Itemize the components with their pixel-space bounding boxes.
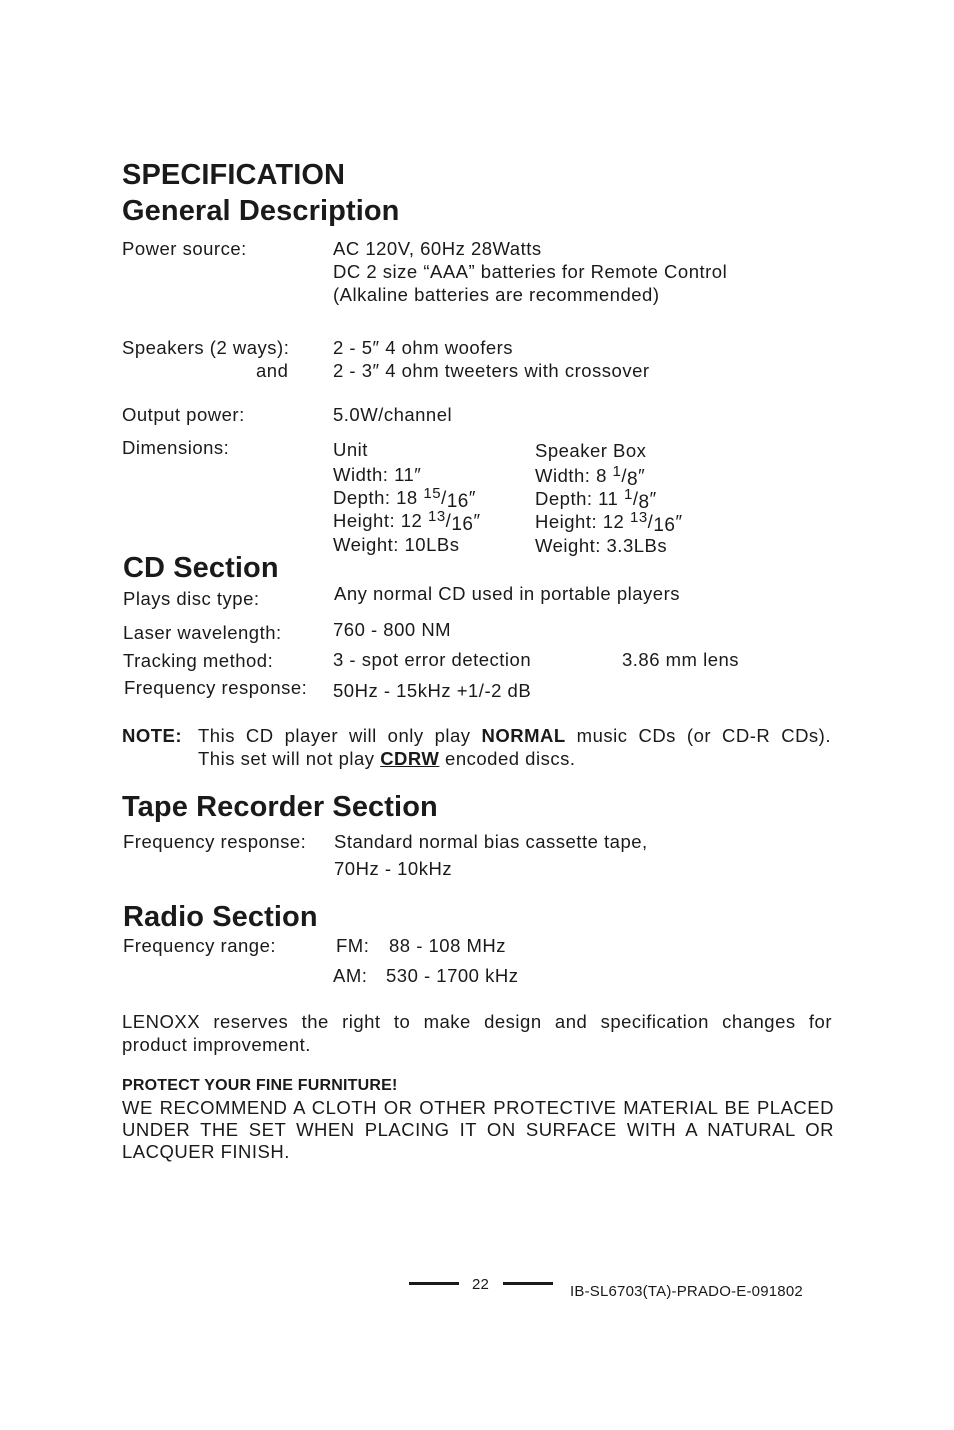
unit-height: Height: 12 $^{13}/_{16}''$ [333,508,481,535]
radio-range-label: Frequency range: [123,935,277,956]
note-label: NOTE: [122,725,183,746]
speaker-box-weight: Weight: 3.3LBs [535,535,668,556]
power-source-line-1: AC 120V, 60Hz 28Watts [333,238,542,259]
tracking-method-value: 3 - spot error detection [333,649,532,670]
disclaimer-line-1: LENOXX reserves the right to make design and specification changes for [122,1011,832,1032]
disc-type-label: Plays disc type: [123,588,260,609]
speaker-box-width: Width: 8 $^1/_8''$ [535,463,646,490]
disc-type-value: Any normal CD used in portable players [334,583,680,604]
speaker-box-depth: Depth: 11 $^1/_8''$ [535,486,657,513]
am-label: AM: [333,965,368,986]
speakers-line-1: 2 - 5″ 4 ohm woofers [333,337,514,358]
section-heading-radio: Radio Section [123,901,318,933]
note-line-1: This CD player will only play NORMAL music CDs (or CD-R CDs). [198,725,831,746]
unit-depth: Depth: 18 $^{15}/_{16}''$ [333,485,476,512]
fm-value: 88 - 108 MHz [389,935,507,956]
tracking-method-label: Tracking method: [123,650,274,671]
fm-label: FM: [336,935,370,956]
footer-rule-right [503,1282,553,1285]
cd-frequency-label: Frequency response: [124,677,308,698]
output-power-label: Output power: [122,404,245,425]
furniture-warning-line-3: LACQUER FINISH. [122,1141,290,1162]
laser-wavelength-value: 760 - 800 NM [333,619,452,640]
furniture-warning-line-1: WE RECOMMEND A CLOTH OR OTHER PROTECTIVE MATERIAL BE PLACED [122,1097,834,1118]
unit-width: Width: 11″ [333,464,422,485]
am-value: 530 - 1700 kHz [386,965,519,986]
furniture-warning-line-2: UNDER THE SET WHEN PLACING IT ON SURFACE WITH A NATURAL OR [122,1119,834,1140]
page-number: 22 [472,1276,490,1293]
power-source-line-2: DC 2 size “AAA” batteries for Remote Control [333,261,728,282]
speaker-box-height: Height: 12 $^{13}/_{16}''$ [535,509,683,536]
tape-frequency-line-2: 70Hz - 10kHz [334,858,453,879]
page-title: SPECIFICATION [122,159,346,191]
power-source-label: Power source: [122,238,247,259]
unit-header: Unit [333,439,368,460]
speakers-label: Speakers (2 ways): [122,337,290,358]
tape-frequency-label: Frequency response: [123,831,307,852]
tracking-lens-value: 3.86 mm lens [622,649,740,670]
unit-weight: Weight: 10LBs [333,534,460,555]
speakers-and-label: and [256,360,289,381]
tape-frequency-line-1: Standard normal bias cassette tape, [334,831,648,852]
footer-rule-left [409,1282,459,1285]
speakers-line-2: 2 - 3″ 4 ohm tweeters with crossover [333,360,650,381]
speaker-box-header: Speaker Box [535,440,647,461]
section-heading-cd: CD Section [123,552,279,584]
document-code: IB-SL6703(TA)-PRADO-E-091802 [570,1283,803,1300]
furniture-warning-title: PROTECT YOUR FINE FURNITURE! [122,1077,398,1094]
section-heading-tape: Tape Recorder Section [122,791,438,823]
cd-frequency-value: 50Hz - 15kHz +1/-2 dB [333,680,532,701]
output-power-value: 5.0W/channel [333,404,453,425]
section-heading-general: General Description [122,195,400,227]
dimensions-label: Dimensions: [122,437,230,458]
disclaimer-line-2: product improvement. [122,1034,311,1055]
power-source-line-3: (Alkaline batteries are recommended) [333,284,660,305]
note-line-2: This set will not play CDRW encoded discs. [198,748,576,769]
laser-wavelength-label: Laser wavelength: [123,622,282,643]
